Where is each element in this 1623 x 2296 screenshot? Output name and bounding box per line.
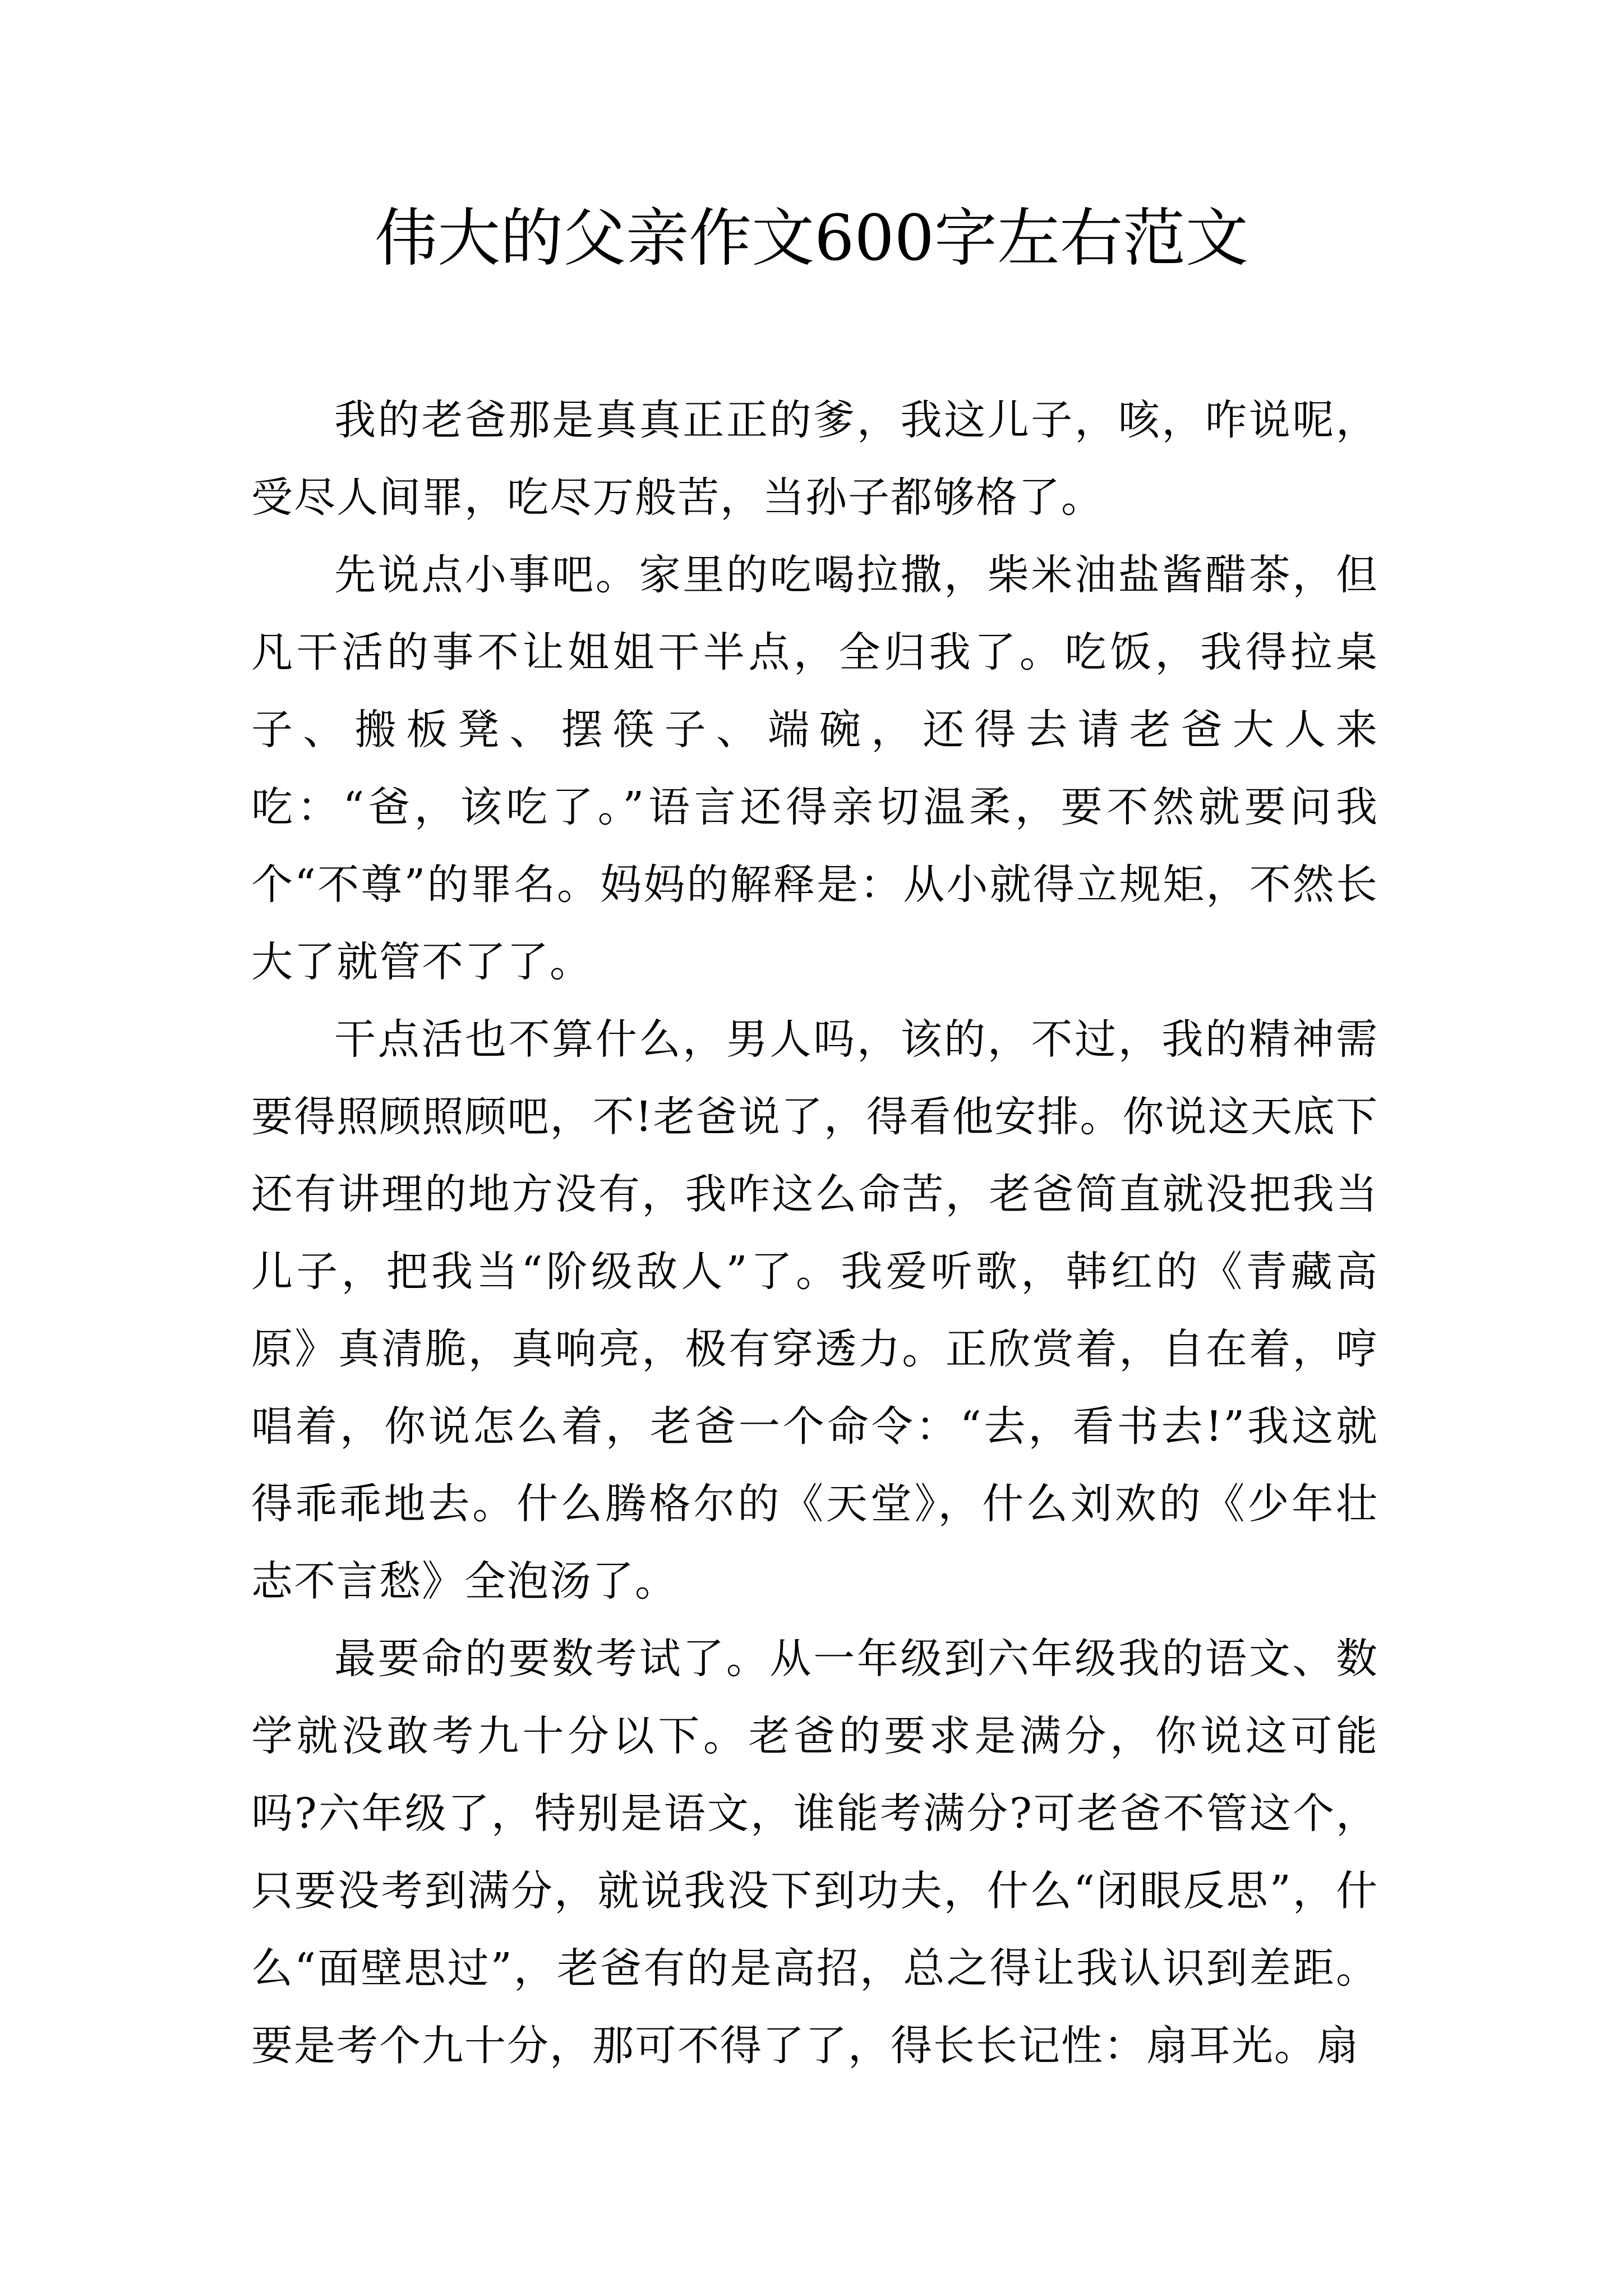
- paragraph: 干点活也不算什么，男人吗，该的，不过，我的精神需要得照顾照顾吧，不!老爸说了，得看他安排。你说这天底下还有讲理的地方没有，我咋这么命苦，老爸简直就没把我当儿子，把我当“阶级敌人”了。我爱听歌，韩红的《青藏高原》真清脆，真响亮，极有穿透力。正欣赏着，自在着，哼唱着，你说怎么着，老爸一个命令：“去，看书去!”我这就得乖乖地去。什么腾格尔的《天堂》，什么刘欢的《少年壮志不言愁》全泡汤了。: [251, 1015, 1378, 1605]
- paragraph: 先说点小事吧。家里的吃喝拉撒，柴米油盐酱醋茶，但凡干活的事不让姐姐干半点，全归我了。吃饭，我得拉桌子、搬板凳、摆筷子、端碗，还得去请老爸大人来吃：“爸，该吃了。”语言还得亲切温柔，要不然就要问我个“不尊”的罪名。妈妈的解释是：从小就得立规矩，不然长大了就管不了了。: [251, 551, 1378, 986]
- paragraph: 最要命的要数考试了。从一年级到六年级我的语文、数学就没敢考九十分以下。老爸的要求是满分，你说这可能吗?六年级了，特别是语文，谁能考满分?可老爸不管这个，只要没考到满分，就说我没下到功夫，什么“闭眼反思”，什么“面壁思过”，老爸有的是高招，总之得让我认识到差距。要是考个九十分，那可不得了了，得长长记性：扇耳光。扇: [251, 1635, 1378, 2070]
- document-body: [251, 381, 1378, 2085]
- document-title: 伟大的父亲作文600字左右范文: [375, 202, 1248, 275]
- paragraph: 我的老爸那是真真正正的爹，我这儿子，咳，咋说呢，受尽人间罪，吃尽万般苦，当孙子都够格了。: [251, 396, 1378, 522]
